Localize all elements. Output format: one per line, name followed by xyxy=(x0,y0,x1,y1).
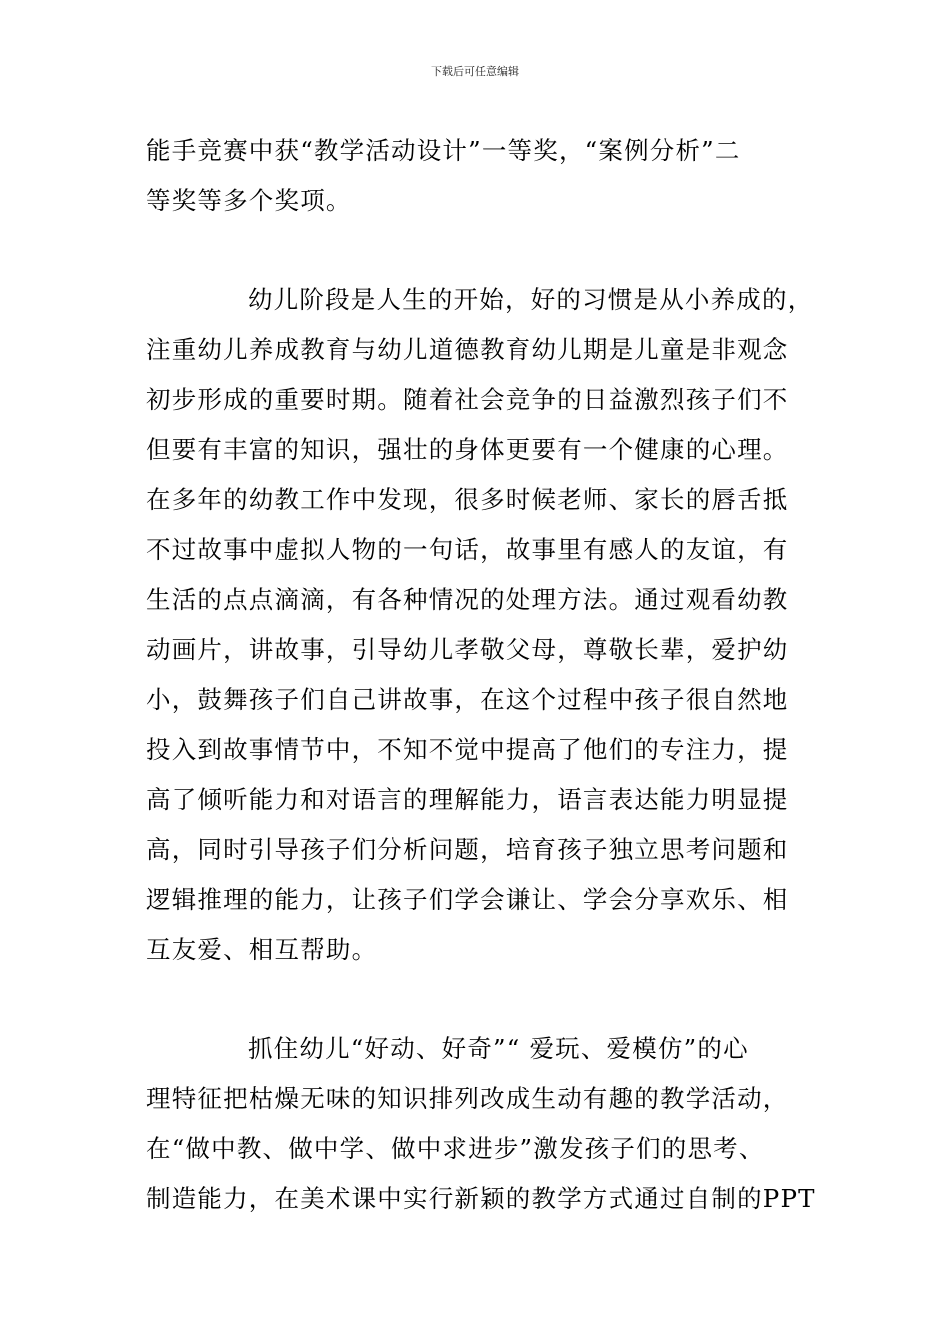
paragraph-2-line-9: 小，鼓舞孩子们自己讲故事，在这个过程中孩子很自然地 xyxy=(146,685,789,714)
paragraph-3-line-4: 制造能力，在美术课中实行新颖的教学方式通过自制的PPT xyxy=(146,1184,816,1213)
paragraph-2-line-5: 在多年的幼教工作中发现，很多时候老师、家长的唇舌抵 xyxy=(146,485,789,514)
paragraph-3-line-1: 抓住幼儿“好动、好奇”“ 爱玩、爱模仿”的心 xyxy=(248,1034,749,1063)
paragraph-2-line-12: 高，同时引导孩子们分析问题，培育孩子独立思考问题和 xyxy=(146,835,789,864)
paragraph-2-line-1: 幼儿阶段是人生的开始，好的习惯是从小养成的， xyxy=(248,285,814,314)
paragraph-2-line-7: 生活的点点滴滴，有各种情况的处理方法。通过观看幼教 xyxy=(146,585,789,614)
paragraph-3-line-2: 理特征把枯燥无味的知识排列改成生动有趣的教学活动， xyxy=(146,1084,789,1113)
paragraph-2-line-10: 投入到故事情节中，不知不觉中提高了他们的专注力，提 xyxy=(146,735,789,764)
paragraph-2-line-3: 初步形成的重要时期。随着社会竞争的日益激烈孩子们不 xyxy=(146,385,789,414)
paragraph-2-line-8: 动画片，讲故事，引导幼儿孝敬父母，尊敬长辈，爱护幼 xyxy=(146,635,789,664)
paragraph-2-line-11: 高了倾听能力和对语言的理解能力，语言表达能力明显提 xyxy=(146,785,789,814)
paragraph-1-line-1: 能手竞赛中获“教学活动设计”一等奖，“案例分析”二 xyxy=(146,136,741,165)
paragraph-1-line-2: 等奖等多个奖项。 xyxy=(146,186,352,215)
paragraph-2-line-2: 注重幼儿养成教育与幼儿道德教育幼儿期是儿童是非观念 xyxy=(146,335,789,364)
paragraph-2-line-13: 逻辑推理的能力，让孩子们学会谦让、学会分享欢乐、相 xyxy=(146,885,789,914)
paragraph-2-line-4: 但要有丰富的知识，强壮的身体更要有一个健康的心理。 xyxy=(146,435,789,464)
paragraph-2-line-6: 不过故事中虚拟人物的一句话，故事里有感人的友谊，有 xyxy=(146,535,789,564)
paragraph-2-line-14: 互友爱、相互帮助。 xyxy=(146,935,378,964)
page-header-note: 下载后可任意编辑 xyxy=(431,65,519,78)
paragraph-3-line-3: 在“做中教、做中学、做中求进步”激发孩子们的思考、 xyxy=(146,1134,765,1163)
